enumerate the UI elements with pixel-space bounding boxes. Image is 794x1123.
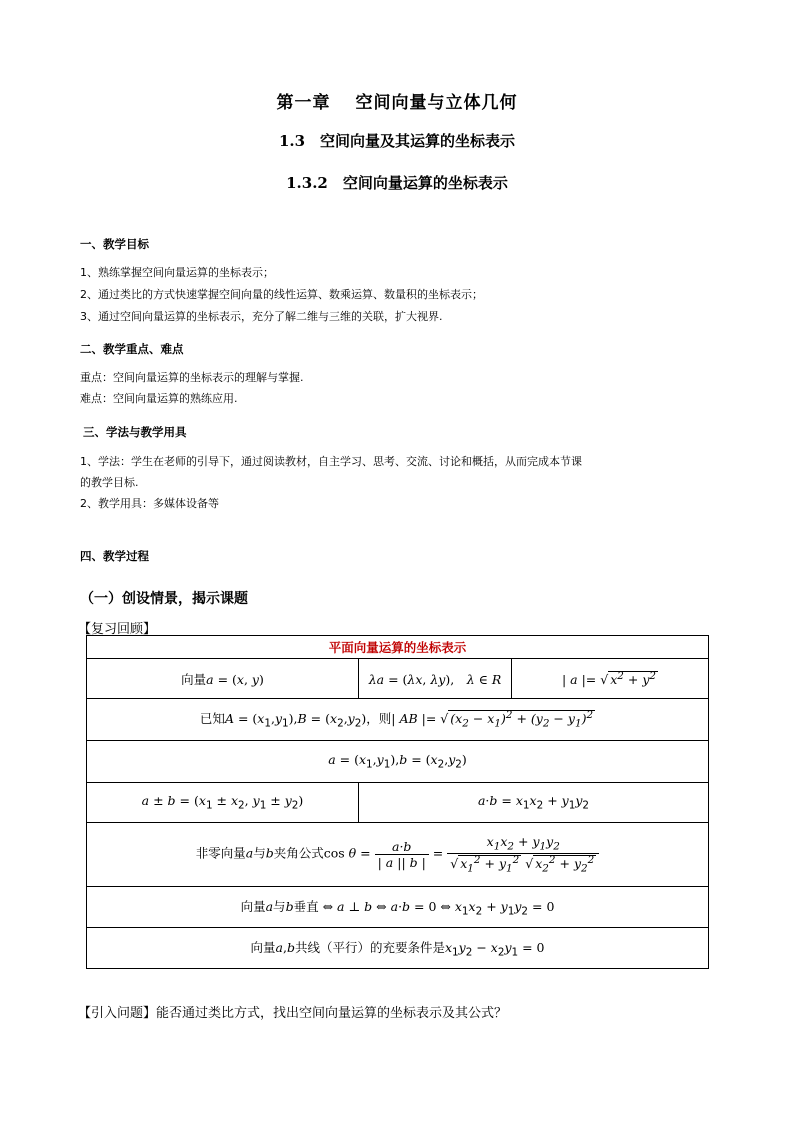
goal-item-2: 2、通过类比的方式快速掌握空间向量的线性运算、数乘运算、数量积的坐标表示； <box>80 288 483 301</box>
keypoint-item-1: 重点：空间向量运算的坐标表示的理解与掌握. <box>80 371 304 384</box>
subsection-title: 1.3.2 空间向量运算的坐标表示 <box>286 174 508 192</box>
goal-item-1: 1、熟练掌握空间向量运算的坐标表示； <box>80 266 274 279</box>
chapter-title: 第一章 空间向量与立体几何 <box>276 93 518 113</box>
cell-perpendicular: 向量a与b垂直 ⇔ a ⊥ b ⇔ a·b = 0 ⇔ $x_1x_2 + y_1y_2 = 0$ <box>87 887 709 928</box>
cell-scalar-multiple: λa = (λx, λy), λ ∈ R <box>359 659 512 699</box>
cell-collinear: 向量a,b共线（平行）的充要条件是$x_1y_2 - x_2y_1 = 0$ <box>87 928 709 969</box>
intro-question: 【引入问题】能否通过类比方式，找出空间向量运算的坐标表示及其公式？ <box>78 1006 508 1021</box>
methods-item-2: 2、教学用具：多媒体设备等 <box>80 497 219 510</box>
methods-item-1-line-2: 的教学目标. <box>80 476 139 489</box>
cell-distance-formula: 已知$A = (x_1,y_1),B = (x_2,y_2)$，则| AB |= √ $(x_2 - x_1)^2 + (y_2 - y_1)^2$ <box>87 699 709 741</box>
process-heading: 四、教学过程 <box>80 549 149 563</box>
section-title: 1.3 空间向量及其运算的坐标表示 <box>278 132 516 150</box>
review-label: 【复习回顾】 <box>78 622 157 637</box>
cell-magnitude: | a |= √ $x^2 + y^2$ <box>512 659 709 699</box>
cell-dot-product: $a\cdot b = x_1x_2 + y_1y_2$ <box>359 783 709 823</box>
cell-sum-difference: $a \pm b = (x_1 \pm x_2$, $y_1 \pm y_2$) <box>87 783 359 823</box>
keypoint-item-2: 难点：空间向量运算的熟练应用. <box>80 392 238 405</box>
keypoints-heading: 二、教学重点、难点 <box>80 342 184 356</box>
cell-angle-formula: 非零向量a与b夹角公式cos θ = $\frac{a\cdot b}{| a || b |}$ = $\frac{x_1x_2 + y_1y_2}{√ x_1^2 + y_1^2 √ x_2^2 + y_2^2}$ <box>87 823 709 887</box>
cell-two-vectors: $a = (x_1,y_1),b = (x_2,y_2)$ <box>87 741 709 783</box>
process-subheading: （一）创设情景，揭示课题 <box>80 591 248 607</box>
methods-item-1-line-1: 1、学法：学生在老师的引导下，通过阅读教材，自主学习、思考、交流、讨论和概括，从而完成本节课 <box>80 455 582 468</box>
methods-heading: 三、学法与教学用具 <box>83 425 187 439</box>
formula-table <box>86 635 709 969</box>
goal-item-3: 3、通过空间向量运算的坐标表示，充分了解二维与三维的关联，扩大视界. <box>80 310 443 323</box>
cell-vector-coords: 向量a = (x, y) <box>87 659 359 699</box>
goals-heading: 一、教学目标 <box>80 237 149 251</box>
table-header: 平面向量运算的坐标表示 <box>87 636 709 659</box>
